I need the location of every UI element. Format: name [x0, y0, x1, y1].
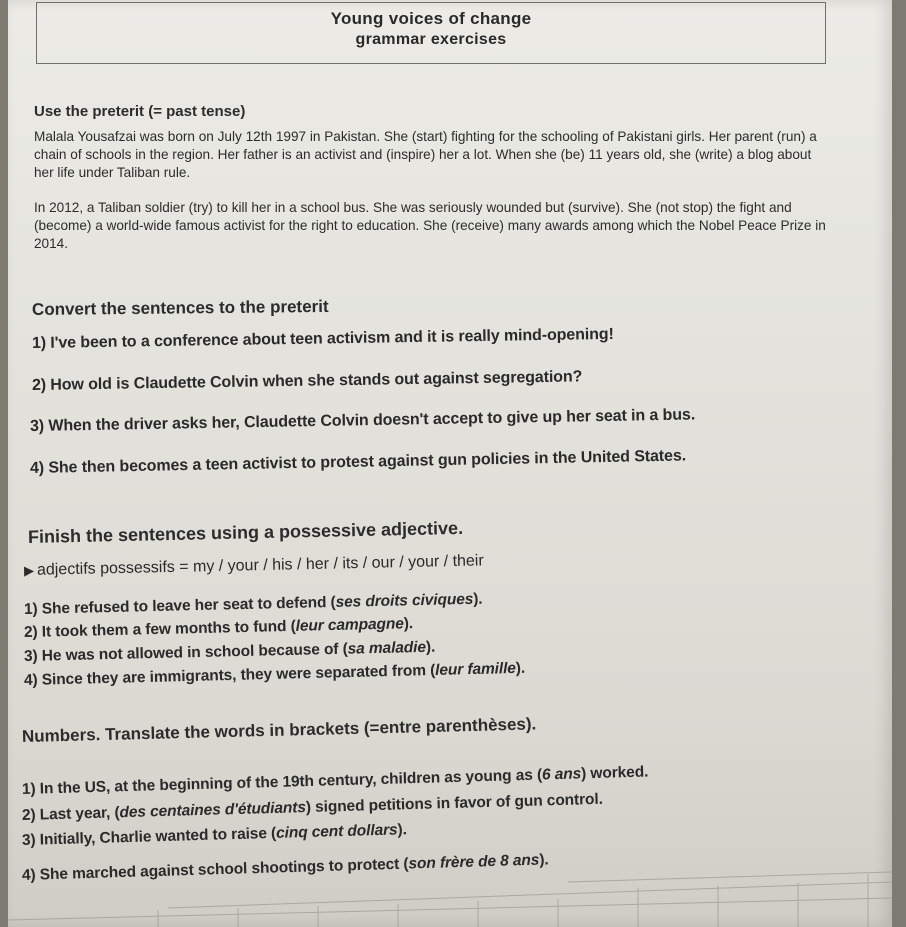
possessive-hint — [24, 552, 484, 580]
ruled-lines — [8, 868, 892, 927]
section1-paragraph-2: In 2012, a Taliban soldier (try) to kill her in a school bus. She was seriously wounded but (survive). She (not stop) the fight and (become) a world-wide famous activist for the right to education. She (receive) many awards among which the Nobel Peace Prize in 2014. — [34, 200, 826, 251]
section3-item-1: 1) She refused to leave her seat to defend (ses droits civiques). — [23, 590, 483, 618]
section3-item-2: 2) It took them a few months to fund (leur campagne). — [23, 615, 414, 641]
section4-item-2: 2) Last year, (des centaines d'étudiants) signed petitions in favor of gun control. — [21, 790, 604, 824]
section4-item-3: 3) Initially, Charlie wanted to raise (cinq cent dollars). — [21, 821, 408, 849]
section2-item-3: 3) When the driver asks her, Claudette Colvin doesn't accept to give up her seat in a bus. — [29, 406, 696, 435]
section2-item-4: 4) She then becomes a teen activist to protest against gun policies in the United States. — [29, 447, 687, 477]
section3-item-3: 3) He was not allowed in school because of (sa maladie). — [23, 638, 436, 665]
arrow-right-icon: ▶ — [23, 562, 35, 578]
section4-item-4: 4) She marched against school shootings to protect (son frère de 8 ans). — [21, 851, 549, 884]
section4-heading: Numbers. Translate the words in brackets (=entre parenthèses). — [21, 714, 537, 746]
section2-heading: Convert the sentences to the preterit — [31, 296, 329, 319]
section1-paragraph-1: Malala Yousafzai was born on July 12th 1997 in Pakistan. She (start) fighting for the schooling of Pakistani girls. Her parent (run) a chain of schools in the region. Her father is an activist and (inspire) her a lot. When she (be) 11 years old, she (write) a blog about her life under Taliban rule. — [34, 129, 817, 180]
section3-heading: Finish the sentences using a possessive adjective. — [27, 517, 464, 547]
section2-item-1: 1) I've been to a conference about teen activism and it is really mind-opening! — [31, 325, 614, 352]
worksheet-page — [8, 0, 892, 927]
section1-heading: Use the preterit (= past tense) — [34, 103, 246, 120]
section3-item-4: 4) Since they are immigrants, they were separated from (leur famille). — [23, 659, 526, 689]
possessive-hint-text: adjectifs possessifs = my / your / his / her / its / our / your / their — [36, 552, 484, 579]
worksheet-title: Young voices of change — [330, 9, 532, 28]
section2-item-2: 2) How old is Claudette Colvin when she stands out against segregation? — [31, 368, 583, 394]
worksheet-subtitle: grammar exercises — [355, 31, 507, 48]
section4-item-1: 1) In the US, at the beginning of the 19th century, children as young as (6 ans) worked. — [21, 763, 649, 798]
title-box — [36, 2, 826, 64]
